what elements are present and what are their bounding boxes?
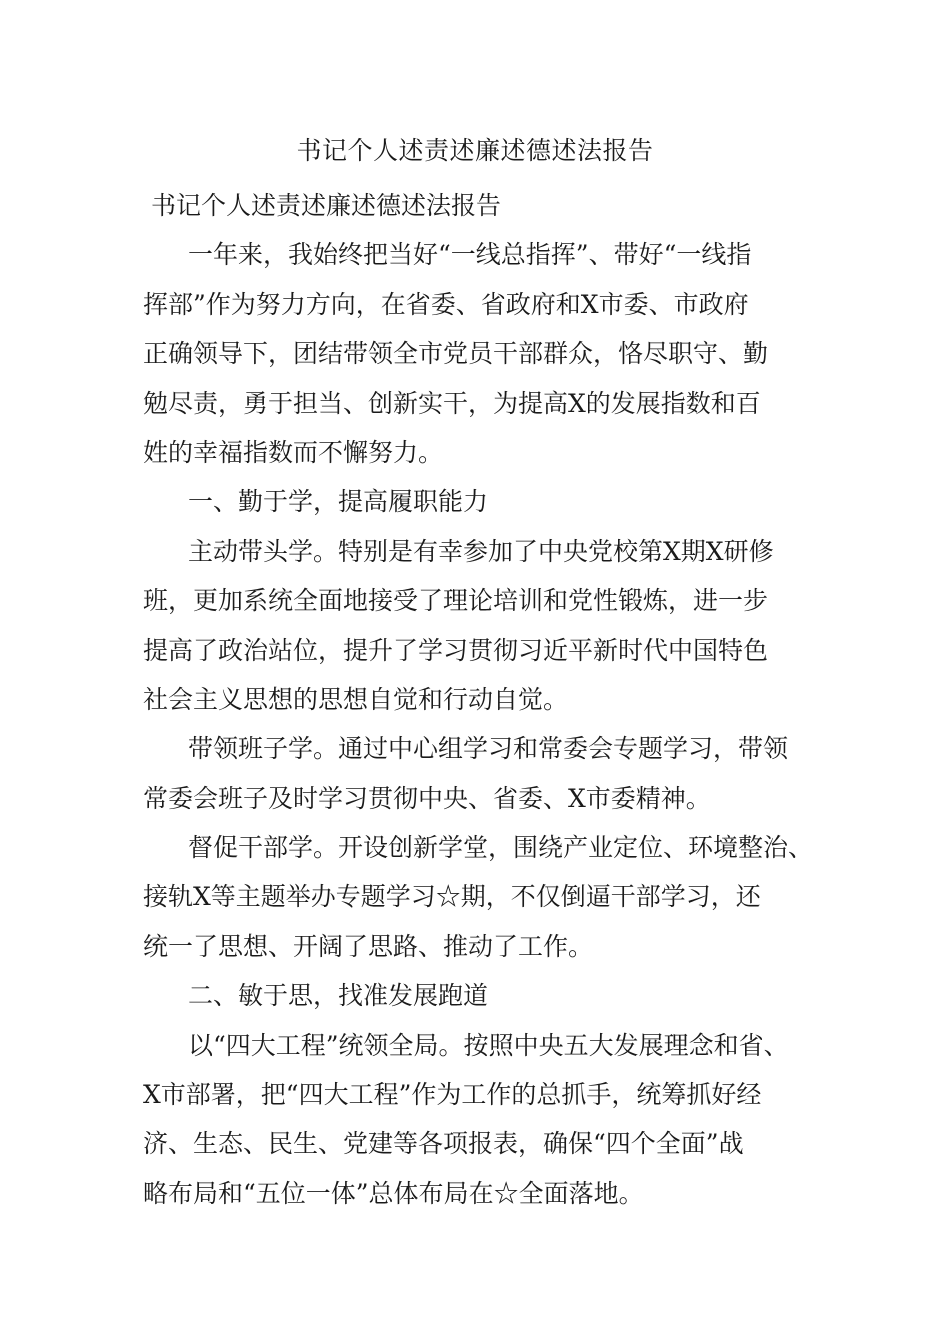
paragraph-line: 姓的幸福指数而不懈努力。 [143, 437, 444, 467]
paragraph-line: 勉尽责，勇于担当、创新实干，为提高X的发展指数和百 [143, 388, 761, 418]
document-subtitle: 书记个人述责述廉述德述法报告 [151, 191, 502, 220]
section-heading: 二、敏于思，找准发展跑道 [188, 981, 489, 1011]
paragraph-line: 济、生态、民生、党建等各项报表，确保“四个全面”战 [143, 1129, 744, 1159]
paragraph-line: 常委会班子及时学习贯彻中央、省委、X市委精神。 [143, 783, 711, 813]
paragraph-line: 略布局和“五位一体”总体布局在☆全面落地。 [143, 1178, 644, 1208]
paragraph-line: X市部署，把“四大工程”作为工作的总抓手，统筹抓好经 [143, 1080, 762, 1110]
paragraph-line: 以“四大工程”统领全局。按照中央五大发展理念和省、 [188, 1030, 789, 1060]
paragraph-line: 统一了思想、开阔了思路、推动了工作。 [143, 931, 594, 961]
paragraph-line: 提高了政治站位，提升了学习贯彻习近平新时代中国特色 [143, 635, 769, 665]
paragraph-line: 一年来，我始终把当好“一线总指挥”、带好“一线指 [188, 240, 752, 270]
document-title: 书记个人述责述廉述德述法报告 [296, 136, 654, 165]
paragraph-line: 主动带头学。特别是有幸参加了中央党校第X期X研修 [188, 536, 774, 566]
paragraph-line: 班，更加系统全面地接受了理论培训和党性锻炼，进一步 [143, 586, 769, 616]
document-body [143, 181, 813, 1218]
paragraph-line: 带领班子学。通过中心组学习和常委会专题学习，带领 [188, 734, 789, 764]
paragraph-line: 督促干部学。开设创新学堂，围绕产业定位、环境整治、 [188, 833, 813, 863]
paragraph-line: 挥部”作为努力方向，在省委、省政府和X市委、市政府 [143, 289, 749, 319]
paragraph-line: 正确领导下，团结带领全市党员干部群众，恪尽职守、勤 [143, 339, 769, 369]
section-heading: 一、勤于学，提高履职能力 [188, 487, 489, 517]
paragraph-line: 社会主义思想的思想自觉和行动自觉。 [143, 684, 569, 714]
paragraph-line: 接轨X等主题举办专题学习☆期，不仅倒逼干部学习，还 [143, 882, 761, 912]
